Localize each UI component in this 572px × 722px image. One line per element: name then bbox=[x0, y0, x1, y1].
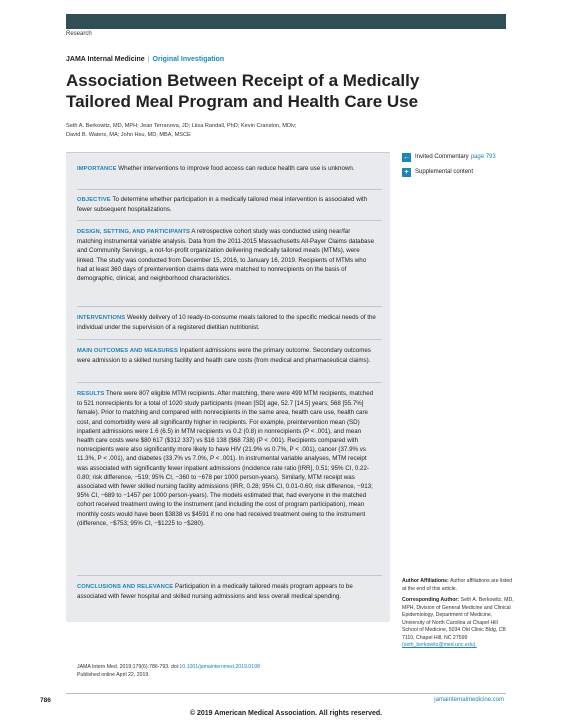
invited-commentary-page: page 793 bbox=[470, 154, 496, 160]
abstract-box bbox=[66, 152, 390, 622]
invited-commentary-link[interactable] bbox=[402, 152, 496, 162]
abstract-importance bbox=[77, 164, 377, 174]
affiliations-block bbox=[402, 578, 514, 593]
sidebar-links bbox=[402, 152, 496, 182]
abstract-conclusions bbox=[77, 582, 377, 601]
conclusions-heading: CONCLUSIONS AND RELEVANCE bbox=[77, 584, 174, 590]
separator: | bbox=[147, 56, 150, 63]
objective-text: To determine whether participation in a medically tailored meal intervention is associated with fewer subsequent hospitalizations. bbox=[77, 196, 368, 214]
citation-prefix: JAMA Intern Med. 2019;179(6):786-793. doi: bbox=[77, 664, 180, 670]
email-link[interactable]: (seth_berkowitz@med.unc.edu). bbox=[402, 642, 477, 648]
author-affiliations bbox=[402, 578, 514, 650]
corresponding-text: Seth A. Berkowitz, MD, MPH, Division of General Medicine and Clinical Epidemiology, Department of Medicine, University of North Carolina at Chapel Hill School of Medicine, 5034 Old Clinic Bldg, CB 7110, Chapel Hill, NC 27599 bbox=[402, 597, 514, 641]
author-line: Seth A. Berkowitz, MD, MPH; Jean Terranova, JD; Liisa Randall, PhD; Kevin Cranston, MDiv; bbox=[66, 123, 297, 129]
corresponding-heading: Corresponding Author: bbox=[402, 597, 460, 603]
interventions-heading: INTERVENTIONS bbox=[77, 315, 126, 321]
plus-icon: + bbox=[402, 168, 411, 177]
outcomes-heading: MAIN OUTCOMES AND MEASURES bbox=[77, 348, 178, 354]
divider bbox=[77, 382, 382, 383]
supplemental-content-label: Supplemental content bbox=[415, 169, 474, 175]
abstract-results bbox=[77, 389, 377, 528]
divider bbox=[77, 306, 382, 307]
article-title: Association Between Receipt of a Medically Tailored Meal Program and Health Care Use bbox=[66, 71, 420, 111]
divider bbox=[77, 220, 382, 221]
abstract-outcomes bbox=[77, 346, 377, 365]
copyright: © 2019 American Medical Association. All rights reserved. bbox=[189, 710, 383, 717]
article-type: Original Investigation bbox=[152, 56, 225, 63]
divider bbox=[77, 189, 382, 190]
affiliations-heading: Author Affiliations: bbox=[402, 578, 449, 584]
journal-name: JAMA Internal Medicine bbox=[66, 56, 145, 63]
supplemental-content-link[interactable] bbox=[402, 167, 496, 177]
importance-heading: IMPORTANCE bbox=[77, 166, 117, 172]
doi-link[interactable]: 10.1001/jamainternmed.2019.0198 bbox=[179, 664, 260, 670]
abstract-interventions bbox=[77, 313, 377, 332]
journal-line bbox=[66, 56, 224, 63]
divider bbox=[77, 339, 382, 340]
author-list bbox=[66, 122, 356, 139]
divider bbox=[77, 575, 382, 576]
abstract-design bbox=[77, 227, 377, 283]
author-line: David B. Waters, MA; John Hsu, MD, MBA, MSCE bbox=[66, 131, 191, 138]
affiliations-text: Author affiliations are listed at the end of this article. bbox=[402, 578, 513, 592]
design-text: A retrospective cohort study was conducted using near/far matching instrumental variable analysis. Data from the 2011-2015 Massachusetts All-Payer Claims database and Community Servings, a not-for-profit organization delivering medically tailored meals (MTMs), were linked. The study was conducted from December 15, 2016, to January 16, 2019. Recipients of MTMs who had at least 360 days of preintervention claims data were matched to nonrecipients on the basis of demographic, clinical, and neighborhood characteristics. bbox=[77, 228, 375, 283]
header-bar bbox=[66, 14, 506, 29]
results-heading: RESULTS bbox=[77, 391, 105, 397]
outcomes-text: Inpatient admissions were the primary outcome. Secondary outcomes were admission to a skilled nursing facility and health care costs (from medical and pharmaceutical claims). bbox=[77, 347, 371, 365]
conclusions-text: Participation in a medically tailored meals program appears to be associated with fewer hospital and skilled nursing admissions and less overall medical spending. bbox=[77, 583, 353, 601]
importance-text: Whether interventions to improve food access can reduce health care use is unknown. bbox=[118, 165, 355, 172]
page-number: 786 bbox=[40, 697, 51, 704]
citation-line bbox=[77, 664, 377, 672]
results-text: There were 807 eligible MTM recipients. After matching, there were 499 MTM recipients, matched to 521 nonrecipients for a total of 1020 study participants (mean [SD] age, 52.7 [14.5] years; 568 [55.7%] female). Prior to matching and compared with nonrecipients in the same area, health care use, health care cost, and comorbidity were all significantly higher in recipients. For example, preintervention mean (SD) inpatient admissions were 1.6 (6.5) in MTM recipients vs 0.2 (0.8) in nonrecipients (P < .001), and mean health care costs were $80 617 ($312 337) vs $16 138 ($68 738) (P < .001). Recipients compared with nonrecipients were also significantly more likely to have HIV (21.9% vs 0.7%, P < .001), cancer (37.9% vs 11.3%, P < .001), and diabetes (33.7% vs 7.0%, P < .001). In instrumental variable analyses, MTM receipt was associated with significantly fewer inpatient admissions (incidence rate ratio [IRR], 0.51; 95% CI, 0.22-0.80; risk difference, −519; 95% CI, −360 to −678 per 1000 person-years). Similarly, MTM receipt was associated with fewer skilled nursing facility admissions (IRR, 0.28; 95% CI, 0.01-0.60; risk difference, −913; 95% CI, −689 to −1457 per 1000 person-years). The models estimated that, had everyone in the matched cohort received treatment owing to the instrument (and including the cost of program participation), mean monthly costs would have been $3838 vs $4591 if no one had received treatment owing to the instrument (difference, −$753; 95% CI, −$1225 to −$280). bbox=[77, 390, 374, 527]
invited-commentary-label: Invited Commentary bbox=[415, 154, 469, 160]
site-link[interactable]: jamainternalmedicine.com bbox=[434, 697, 504, 703]
footer-divider bbox=[66, 693, 506, 694]
abstract-objective bbox=[77, 195, 377, 214]
section-label: Research bbox=[66, 31, 92, 37]
corresponding-author-block bbox=[402, 597, 514, 650]
objective-heading: OBJECTIVE bbox=[77, 197, 111, 203]
published-date: Published online April 22, 2019. bbox=[77, 671, 150, 678]
interventions-text: Weekly delivery of 10 ready-to-consume meals tailored to the specific medical needs of the individual under the supervision of a registered dietitian nutritionist. bbox=[77, 314, 376, 332]
design-heading: DESIGN, SETTING, AND PARTICIPANTS bbox=[77, 229, 191, 235]
arrow-icon: ← bbox=[403, 153, 410, 161]
citation bbox=[77, 664, 377, 679]
